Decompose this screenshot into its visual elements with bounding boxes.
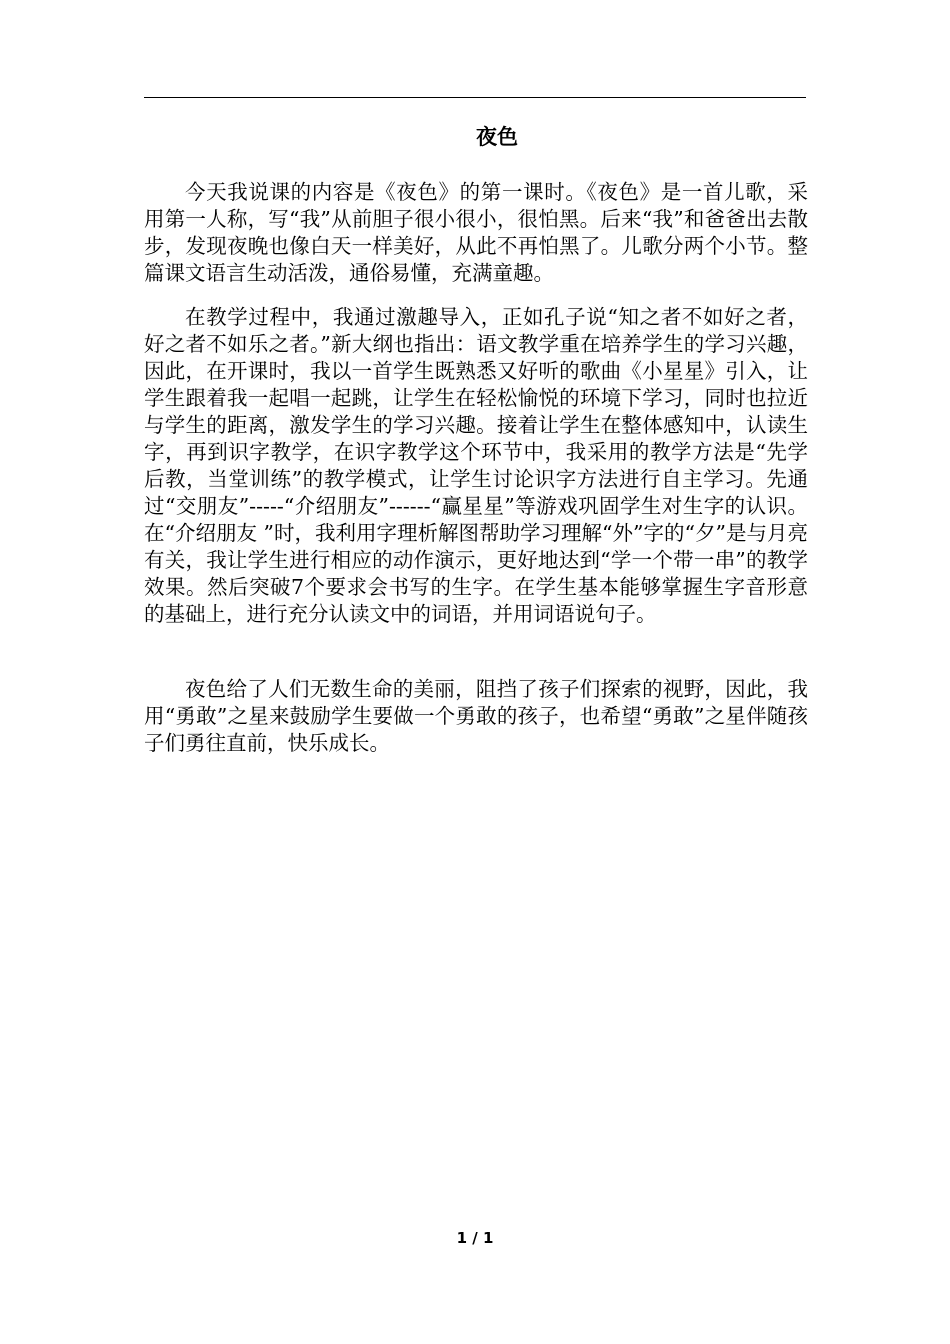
page-number: 1 / 1: [456, 1229, 494, 1247]
paragraph-intro: 今天我说课的内容是《夜色》的第一课时。《夜色》是一首儿歌，采用第一人称，写“我”从前胆子很小很小，很怕黑。后来“我”和爸爸出去散步，发现夜晚也像白天一样美好，从此不再怕黑了。儿歌分两个小节。整篇课文语言生动活泼，通俗易懂，充满童趣。: [144, 180, 808, 285]
paragraph-teaching-process: 在教学过程中，我通过激趣导入，正如孔子说“知之者不如好之者，好之者不如乐之者。”新大纲也指出：语文教学重在培养学生的学习兴趣，因此，在开课时，我以一首学生既熟悉又好听的歌曲《小星星》引入，让学生跟着我一起唱一起跳，让学生在轻松愉悦的环境下学习，同时也拉近与学生的距离，激发学生的学习兴趣。接着让学生在整体感知中，认读生字，再到识字教学，在识字教学这个环节中，我采用的教学方法是“先学后教，当堂训练”的教学模式，让学生讨论识字方法进行自主学习。先通过“交朋友”-----“介绍朋友”------“赢星星”等游戏巩固学生对生字的认识。在“介绍朋友 ”时，我利用字理析解图帮助学习理解“外”字的“夕”是与月亮有关，我让学生进行相应的动作演示，更好地达到“学一个带一串”的教学效果。然后突破7个要求会书写的生字。在学生基本能够掌握生字音形意的基础上，进行充分认读文中的词语，并用词语说句子。: [144, 305, 808, 626]
header-rule: [144, 97, 806, 98]
paragraph-conclusion: 夜色给了人们无数生命的美丽，阻挡了孩子们探索的视野，因此，我用“勇敢”之星来鼓励学生要做一个勇敢的孩子，也希望“勇敢”之星伴随孩子们勇往直前，快乐成长。: [144, 677, 808, 755]
document-title: 夜色: [476, 125, 518, 149]
